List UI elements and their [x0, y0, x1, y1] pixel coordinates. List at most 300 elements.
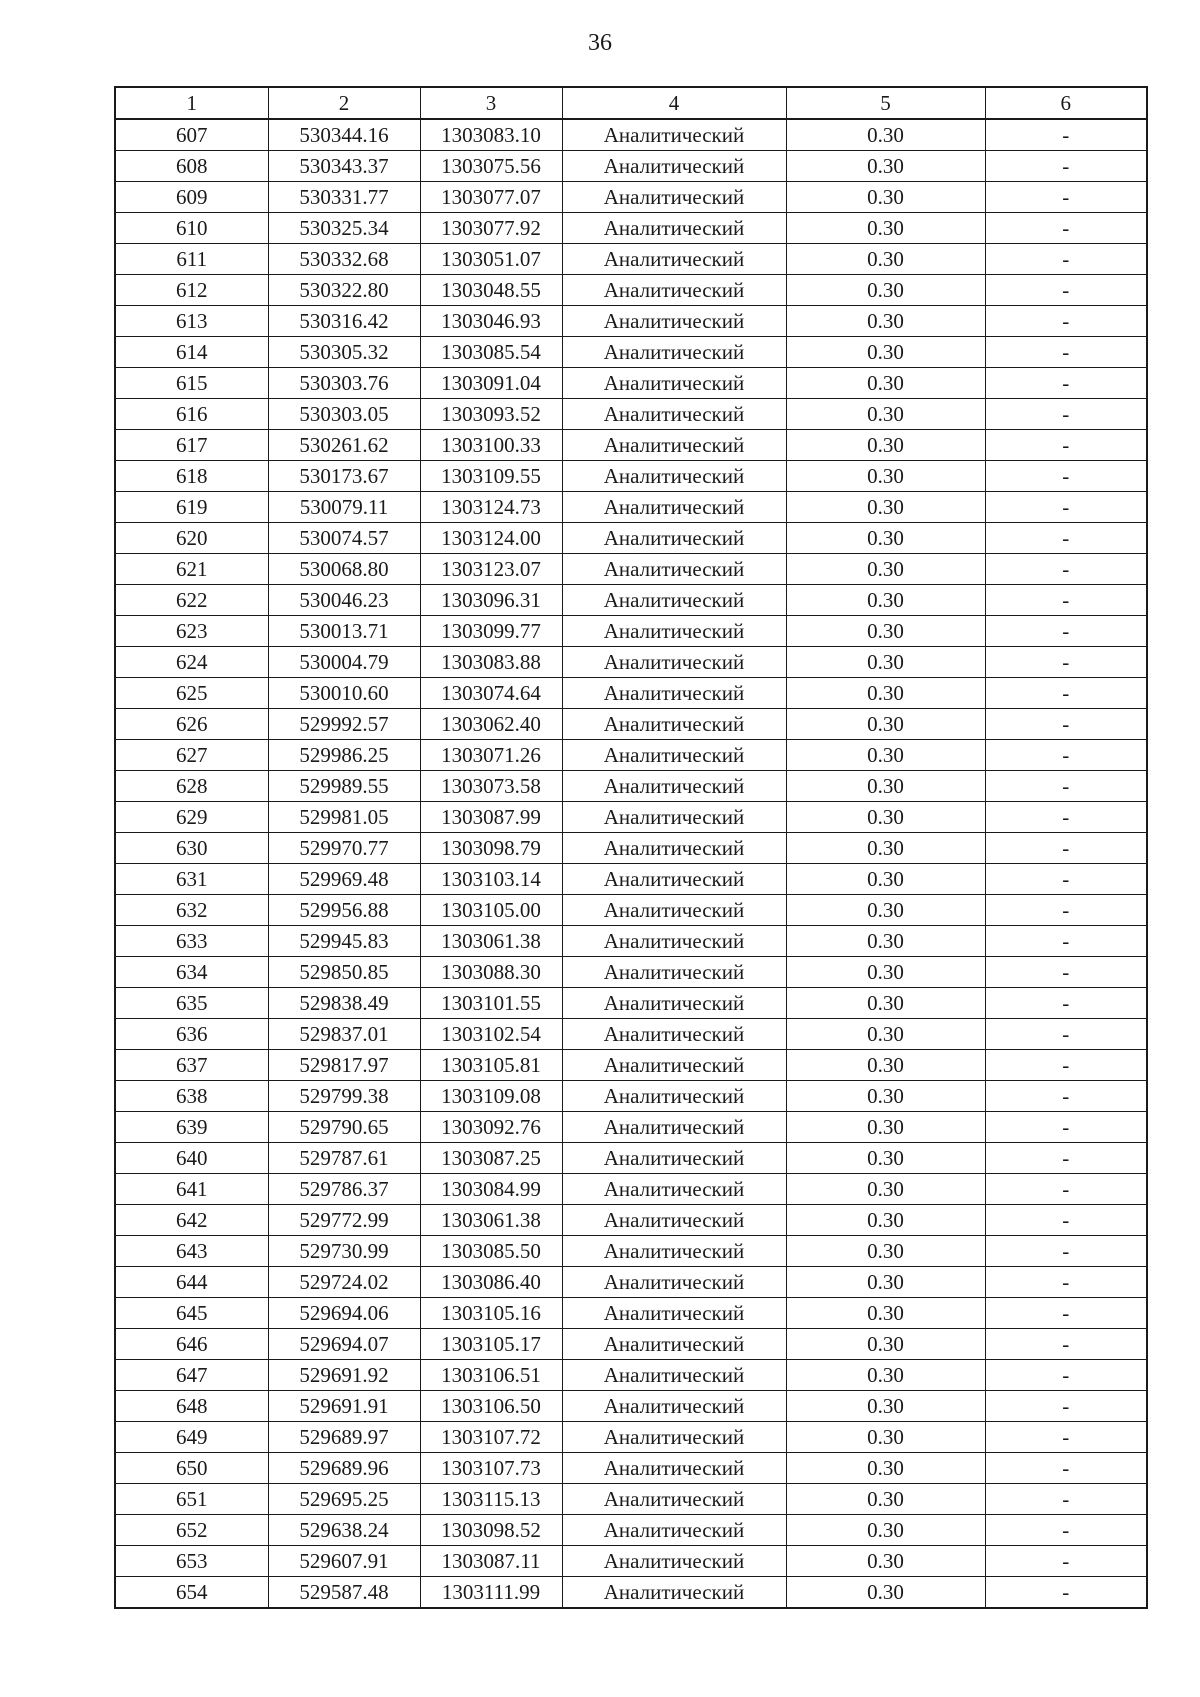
accuracy-cell: 0.30	[786, 1143, 985, 1174]
point-number-cell: 644	[115, 1267, 268, 1298]
x-coordinate-cell: 530331.77	[268, 182, 420, 213]
x-coordinate-cell: 530343.37	[268, 151, 420, 182]
y-coordinate-cell: 1303098.52	[420, 1515, 562, 1546]
method-cell: Аналитический	[562, 1391, 786, 1422]
table-row	[115, 585, 1147, 616]
y-coordinate-cell: 1303115.13	[420, 1484, 562, 1515]
point-number-cell: 610	[115, 213, 268, 244]
table-row	[115, 337, 1147, 368]
note-cell: -	[985, 461, 1147, 492]
y-coordinate-cell: 1303107.72	[420, 1422, 562, 1453]
table-row	[115, 1267, 1147, 1298]
note-cell: -	[985, 1546, 1147, 1577]
point-number-cell: 609	[115, 182, 268, 213]
method-cell: Аналитический	[562, 926, 786, 957]
accuracy-cell: 0.30	[786, 399, 985, 430]
point-number-cell: 612	[115, 275, 268, 306]
x-coordinate-cell: 529730.99	[268, 1236, 420, 1267]
y-coordinate-cell: 1303105.81	[420, 1050, 562, 1081]
point-number-cell: 636	[115, 1019, 268, 1050]
table-row	[115, 151, 1147, 182]
method-cell: Аналитический	[562, 1298, 786, 1329]
note-cell: -	[985, 1360, 1147, 1391]
point-number-cell: 617	[115, 430, 268, 461]
note-cell: -	[985, 182, 1147, 213]
x-coordinate-cell: 529799.38	[268, 1081, 420, 1112]
accuracy-cell: 0.30	[786, 1236, 985, 1267]
note-cell: -	[985, 926, 1147, 957]
point-number-cell: 626	[115, 709, 268, 740]
note-cell: -	[985, 802, 1147, 833]
accuracy-cell: 0.30	[786, 771, 985, 802]
note-cell: -	[985, 1484, 1147, 1515]
method-cell: Аналитический	[562, 1453, 786, 1484]
x-coordinate-cell: 529691.91	[268, 1391, 420, 1422]
y-coordinate-cell: 1303102.54	[420, 1019, 562, 1050]
point-number-cell: 635	[115, 988, 268, 1019]
x-coordinate-cell: 530325.34	[268, 213, 420, 244]
column-header: 1	[115, 87, 268, 119]
y-coordinate-cell: 1303077.07	[420, 182, 562, 213]
y-coordinate-cell: 1303124.73	[420, 492, 562, 523]
table-row	[115, 864, 1147, 895]
header-row	[115, 87, 1147, 119]
table-row	[115, 1329, 1147, 1360]
point-number-cell: 622	[115, 585, 268, 616]
y-coordinate-cell: 1303109.08	[420, 1081, 562, 1112]
method-cell: Аналитический	[562, 833, 786, 864]
method-cell: Аналитический	[562, 368, 786, 399]
note-cell: -	[985, 337, 1147, 368]
y-coordinate-cell: 1303073.58	[420, 771, 562, 802]
x-coordinate-cell: 529694.07	[268, 1329, 420, 1360]
x-coordinate-cell: 529724.02	[268, 1267, 420, 1298]
y-coordinate-cell: 1303087.25	[420, 1143, 562, 1174]
coordinates-table	[114, 86, 1148, 1609]
y-coordinate-cell: 1303083.88	[420, 647, 562, 678]
y-coordinate-cell: 1303051.07	[420, 244, 562, 275]
y-coordinate-cell: 1303077.92	[420, 213, 562, 244]
table-row	[115, 244, 1147, 275]
table-row	[115, 678, 1147, 709]
note-cell: -	[985, 709, 1147, 740]
method-cell: Аналитический	[562, 306, 786, 337]
note-cell: -	[985, 988, 1147, 1019]
accuracy-cell: 0.30	[786, 1112, 985, 1143]
note-cell: -	[985, 647, 1147, 678]
point-number-cell: 630	[115, 833, 268, 864]
method-cell: Аналитический	[562, 957, 786, 988]
note-cell: -	[985, 1329, 1147, 1360]
x-coordinate-cell: 529787.61	[268, 1143, 420, 1174]
y-coordinate-cell: 1303105.17	[420, 1329, 562, 1360]
accuracy-cell: 0.30	[786, 1050, 985, 1081]
point-number-cell: 611	[115, 244, 268, 275]
point-number-cell: 616	[115, 399, 268, 430]
table-row	[115, 1360, 1147, 1391]
point-number-cell: 647	[115, 1360, 268, 1391]
y-coordinate-cell: 1303123.07	[420, 554, 562, 585]
note-cell: -	[985, 1081, 1147, 1112]
method-cell: Аналитический	[562, 585, 786, 616]
point-number-cell: 648	[115, 1391, 268, 1422]
x-coordinate-cell: 529981.05	[268, 802, 420, 833]
accuracy-cell: 0.30	[786, 306, 985, 337]
y-coordinate-cell: 1303109.55	[420, 461, 562, 492]
accuracy-cell: 0.30	[786, 554, 985, 585]
note-cell: -	[985, 1205, 1147, 1236]
method-cell: Аналитический	[562, 740, 786, 771]
x-coordinate-cell: 529695.25	[268, 1484, 420, 1515]
point-number-cell: 627	[115, 740, 268, 771]
x-coordinate-cell: 530316.42	[268, 306, 420, 337]
table-row	[115, 1143, 1147, 1174]
table-row	[115, 119, 1147, 151]
note-cell: -	[985, 864, 1147, 895]
table-row	[115, 1546, 1147, 1577]
method-cell: Аналитический	[562, 616, 786, 647]
table-header	[115, 87, 1147, 119]
x-coordinate-cell: 529945.83	[268, 926, 420, 957]
table-row	[115, 1019, 1147, 1050]
point-number-cell: 607	[115, 119, 268, 151]
accuracy-cell: 0.30	[786, 616, 985, 647]
point-number-cell: 653	[115, 1546, 268, 1577]
point-number-cell: 645	[115, 1298, 268, 1329]
table-row	[115, 1515, 1147, 1546]
accuracy-cell: 0.30	[786, 1298, 985, 1329]
x-coordinate-cell: 530332.68	[268, 244, 420, 275]
point-number-cell: 625	[115, 678, 268, 709]
y-coordinate-cell: 1303101.55	[420, 988, 562, 1019]
table-row	[115, 399, 1147, 430]
table-row	[115, 1050, 1147, 1081]
point-number-cell: 608	[115, 151, 268, 182]
note-cell: -	[985, 1577, 1147, 1609]
method-cell: Аналитический	[562, 151, 786, 182]
accuracy-cell: 0.30	[786, 1546, 985, 1577]
y-coordinate-cell: 1303100.33	[420, 430, 562, 461]
accuracy-cell: 0.30	[786, 430, 985, 461]
method-cell: Аналитический	[562, 1143, 786, 1174]
method-cell: Аналитический	[562, 678, 786, 709]
y-coordinate-cell: 1303085.50	[420, 1236, 562, 1267]
accuracy-cell: 0.30	[786, 1081, 985, 1112]
x-coordinate-cell: 529607.91	[268, 1546, 420, 1577]
accuracy-cell: 0.30	[786, 182, 985, 213]
y-coordinate-cell: 1303088.30	[420, 957, 562, 988]
accuracy-cell: 0.30	[786, 895, 985, 926]
accuracy-cell: 0.30	[786, 1205, 985, 1236]
accuracy-cell: 0.30	[786, 647, 985, 678]
note-cell: -	[985, 368, 1147, 399]
y-coordinate-cell: 1303106.51	[420, 1360, 562, 1391]
accuracy-cell: 0.30	[786, 1577, 985, 1609]
y-coordinate-cell: 1303091.04	[420, 368, 562, 399]
point-number-cell: 646	[115, 1329, 268, 1360]
x-coordinate-cell: 529989.55	[268, 771, 420, 802]
note-cell: -	[985, 213, 1147, 244]
table-row	[115, 523, 1147, 554]
y-coordinate-cell: 1303061.38	[420, 926, 562, 957]
method-cell: Аналитический	[562, 1019, 786, 1050]
method-cell: Аналитический	[562, 1081, 786, 1112]
table-row	[115, 926, 1147, 957]
note-cell: -	[985, 1515, 1147, 1546]
x-coordinate-cell: 530303.76	[268, 368, 420, 399]
y-coordinate-cell: 1303085.54	[420, 337, 562, 368]
note-cell: -	[985, 523, 1147, 554]
x-coordinate-cell: 530046.23	[268, 585, 420, 616]
y-coordinate-cell: 1303062.40	[420, 709, 562, 740]
point-number-cell: 652	[115, 1515, 268, 1546]
method-cell: Аналитический	[562, 802, 786, 833]
method-cell: Аналитический	[562, 864, 786, 895]
note-cell: -	[985, 957, 1147, 988]
note-cell: -	[985, 1298, 1147, 1329]
y-coordinate-cell: 1303111.99	[420, 1577, 562, 1609]
point-number-cell: 640	[115, 1143, 268, 1174]
method-cell: Аналитический	[562, 1050, 786, 1081]
point-number-cell: 614	[115, 337, 268, 368]
column-header: 2	[268, 87, 420, 119]
method-cell: Аналитический	[562, 1112, 786, 1143]
y-coordinate-cell: 1303084.99	[420, 1174, 562, 1205]
method-cell: Аналитический	[562, 1546, 786, 1577]
x-coordinate-cell: 530010.60	[268, 678, 420, 709]
point-number-cell: 642	[115, 1205, 268, 1236]
accuracy-cell: 0.30	[786, 1515, 985, 1546]
method-cell: Аналитический	[562, 119, 786, 151]
method-cell: Аналитический	[562, 988, 786, 1019]
method-cell: Аналитический	[562, 1329, 786, 1360]
method-cell: Аналитический	[562, 554, 786, 585]
x-coordinate-cell: 530322.80	[268, 275, 420, 306]
table-row	[115, 461, 1147, 492]
note-cell: -	[985, 740, 1147, 771]
method-cell: Аналитический	[562, 1422, 786, 1453]
y-coordinate-cell: 1303086.40	[420, 1267, 562, 1298]
method-cell: Аналитический	[562, 399, 786, 430]
table-row	[115, 709, 1147, 740]
table-row	[115, 368, 1147, 399]
column-header: 5	[786, 87, 985, 119]
method-cell: Аналитический	[562, 1267, 786, 1298]
x-coordinate-cell: 530344.16	[268, 119, 420, 151]
note-cell: -	[985, 119, 1147, 151]
method-cell: Аналитический	[562, 275, 786, 306]
accuracy-cell: 0.30	[786, 802, 985, 833]
table-row	[115, 647, 1147, 678]
accuracy-cell: 0.30	[786, 988, 985, 1019]
point-number-cell: 621	[115, 554, 268, 585]
point-number-cell: 631	[115, 864, 268, 895]
y-coordinate-cell: 1303124.00	[420, 523, 562, 554]
accuracy-cell: 0.30	[786, 151, 985, 182]
y-coordinate-cell: 1303048.55	[420, 275, 562, 306]
accuracy-cell: 0.30	[786, 523, 985, 554]
point-number-cell: 634	[115, 957, 268, 988]
accuracy-cell: 0.30	[786, 244, 985, 275]
note-cell: -	[985, 771, 1147, 802]
y-coordinate-cell: 1303106.50	[420, 1391, 562, 1422]
note-cell: -	[985, 1143, 1147, 1174]
y-coordinate-cell: 1303074.64	[420, 678, 562, 709]
accuracy-cell: 0.30	[786, 678, 985, 709]
accuracy-cell: 0.30	[786, 1360, 985, 1391]
point-number-cell: 615	[115, 368, 268, 399]
point-number-cell: 624	[115, 647, 268, 678]
y-coordinate-cell: 1303075.56	[420, 151, 562, 182]
point-number-cell: 620	[115, 523, 268, 554]
y-coordinate-cell: 1303096.31	[420, 585, 562, 616]
method-cell: Аналитический	[562, 244, 786, 275]
table-row	[115, 616, 1147, 647]
point-number-cell: 632	[115, 895, 268, 926]
y-coordinate-cell: 1303105.16	[420, 1298, 562, 1329]
method-cell: Аналитический	[562, 1174, 786, 1205]
accuracy-cell: 0.30	[786, 957, 985, 988]
table-row	[115, 1422, 1147, 1453]
y-coordinate-cell: 1303105.00	[420, 895, 562, 926]
x-coordinate-cell: 529992.57	[268, 709, 420, 740]
point-number-cell: 628	[115, 771, 268, 802]
method-cell: Аналитический	[562, 1577, 786, 1609]
method-cell: Аналитический	[562, 337, 786, 368]
x-coordinate-cell: 529691.92	[268, 1360, 420, 1391]
table-row	[115, 1205, 1147, 1236]
accuracy-cell: 0.30	[786, 1453, 985, 1484]
accuracy-cell: 0.30	[786, 368, 985, 399]
method-cell: Аналитический	[562, 1360, 786, 1391]
note-cell: -	[985, 306, 1147, 337]
point-number-cell: 629	[115, 802, 268, 833]
point-number-cell: 613	[115, 306, 268, 337]
method-cell: Аналитический	[562, 647, 786, 678]
table-row	[115, 957, 1147, 988]
table-row	[115, 802, 1147, 833]
table-row	[115, 1577, 1147, 1609]
note-cell: -	[985, 1050, 1147, 1081]
table-row	[115, 275, 1147, 306]
note-cell: -	[985, 1019, 1147, 1050]
table-row	[115, 1112, 1147, 1143]
point-number-cell: 643	[115, 1236, 268, 1267]
y-coordinate-cell: 1303103.14	[420, 864, 562, 895]
accuracy-cell: 0.30	[786, 213, 985, 244]
note-cell: -	[985, 585, 1147, 616]
note-cell: -	[985, 244, 1147, 275]
accuracy-cell: 0.30	[786, 1019, 985, 1050]
method-cell: Аналитический	[562, 709, 786, 740]
note-cell: -	[985, 1112, 1147, 1143]
x-coordinate-cell: 529587.48	[268, 1577, 420, 1609]
point-number-cell: 651	[115, 1484, 268, 1515]
x-coordinate-cell: 529772.99	[268, 1205, 420, 1236]
y-coordinate-cell: 1303046.93	[420, 306, 562, 337]
x-coordinate-cell: 529838.49	[268, 988, 420, 1019]
x-coordinate-cell: 529689.97	[268, 1422, 420, 1453]
method-cell: Аналитический	[562, 430, 786, 461]
note-cell: -	[985, 430, 1147, 461]
y-coordinate-cell: 1303087.99	[420, 802, 562, 833]
column-header: 3	[420, 87, 562, 119]
note-cell: -	[985, 492, 1147, 523]
note-cell: -	[985, 1267, 1147, 1298]
x-coordinate-cell: 530305.32	[268, 337, 420, 368]
column-header: 4	[562, 87, 786, 119]
table-row	[115, 182, 1147, 213]
accuracy-cell: 0.30	[786, 337, 985, 368]
x-coordinate-cell: 529850.85	[268, 957, 420, 988]
method-cell: Аналитический	[562, 1236, 786, 1267]
accuracy-cell: 0.30	[786, 833, 985, 864]
x-coordinate-cell: 530173.67	[268, 461, 420, 492]
x-coordinate-cell: 529786.37	[268, 1174, 420, 1205]
table-row	[115, 213, 1147, 244]
note-cell: -	[985, 1391, 1147, 1422]
x-coordinate-cell: 529970.77	[268, 833, 420, 864]
method-cell: Аналитический	[562, 523, 786, 554]
table-row	[115, 771, 1147, 802]
accuracy-cell: 0.30	[786, 585, 985, 616]
point-number-cell: 649	[115, 1422, 268, 1453]
point-number-cell: 641	[115, 1174, 268, 1205]
accuracy-cell: 0.30	[786, 709, 985, 740]
accuracy-cell: 0.30	[786, 1174, 985, 1205]
accuracy-cell: 0.30	[786, 864, 985, 895]
x-coordinate-cell: 530303.05	[268, 399, 420, 430]
table-row	[115, 1174, 1147, 1205]
point-number-cell: 619	[115, 492, 268, 523]
note-cell: -	[985, 833, 1147, 864]
accuracy-cell: 0.30	[786, 492, 985, 523]
accuracy-cell: 0.30	[786, 119, 985, 151]
accuracy-cell: 0.30	[786, 1329, 985, 1360]
table-row	[115, 430, 1147, 461]
accuracy-cell: 0.30	[786, 275, 985, 306]
accuracy-cell: 0.30	[786, 926, 985, 957]
table-row	[115, 1484, 1147, 1515]
point-number-cell: 638	[115, 1081, 268, 1112]
x-coordinate-cell: 529790.65	[268, 1112, 420, 1143]
method-cell: Аналитический	[562, 182, 786, 213]
x-coordinate-cell: 529969.48	[268, 864, 420, 895]
point-number-cell: 618	[115, 461, 268, 492]
x-coordinate-cell: 529638.24	[268, 1515, 420, 1546]
note-cell: -	[985, 399, 1147, 430]
note-cell: -	[985, 1174, 1147, 1205]
note-cell: -	[985, 554, 1147, 585]
y-coordinate-cell: 1303087.11	[420, 1546, 562, 1577]
note-cell: -	[985, 275, 1147, 306]
note-cell: -	[985, 678, 1147, 709]
x-coordinate-cell: 529837.01	[268, 1019, 420, 1050]
accuracy-cell: 0.30	[786, 1391, 985, 1422]
method-cell: Аналитический	[562, 1515, 786, 1546]
y-coordinate-cell: 1303093.52	[420, 399, 562, 430]
accuracy-cell: 0.30	[786, 461, 985, 492]
x-coordinate-cell: 530261.62	[268, 430, 420, 461]
table-row	[115, 740, 1147, 771]
x-coordinate-cell: 529817.97	[268, 1050, 420, 1081]
x-coordinate-cell: 529956.88	[268, 895, 420, 926]
table-row	[115, 554, 1147, 585]
x-coordinate-cell: 530079.11	[268, 492, 420, 523]
note-cell: -	[985, 151, 1147, 182]
point-number-cell: 623	[115, 616, 268, 647]
column-header: 6	[985, 87, 1147, 119]
